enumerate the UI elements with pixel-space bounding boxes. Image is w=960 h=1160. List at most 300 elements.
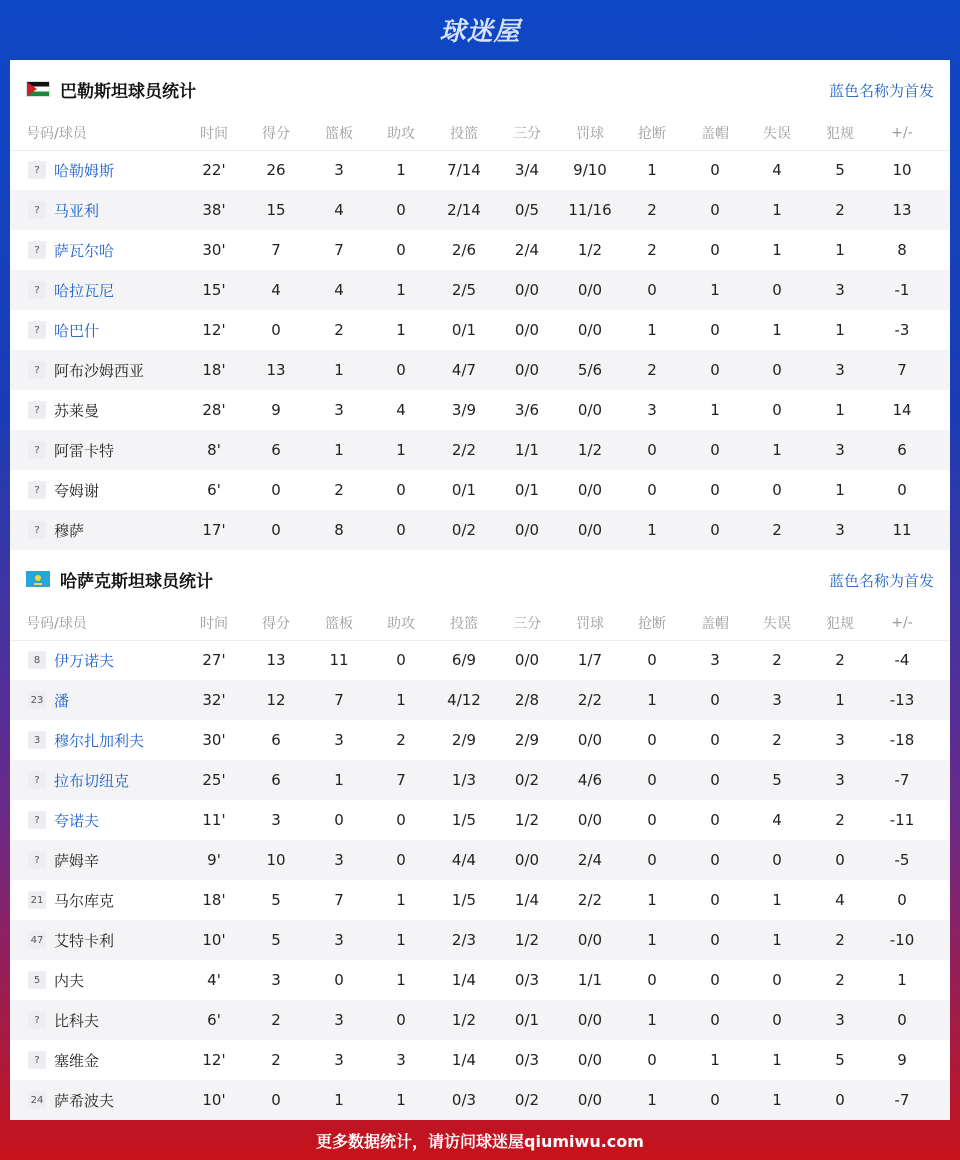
stat-plus-minus: -10: [889, 931, 915, 949]
stat-time: 9': [207, 851, 221, 869]
stat-assists: 1: [396, 931, 406, 949]
stat-points: 3: [271, 811, 281, 829]
stat-steals: 1: [647, 691, 657, 709]
stat-assists: 1: [396, 1091, 406, 1109]
stat-assists: 2: [396, 731, 406, 749]
table-row[interactable]: [10, 840, 950, 880]
player-name-link[interactable]: 哈巴什: [54, 321, 100, 340]
stat-points: 5: [271, 891, 281, 909]
stat-rebounds: 8: [334, 521, 344, 539]
jersey-number-badge: 47: [28, 931, 46, 949]
stat-blocks: 0: [710, 241, 720, 259]
column-header-player: 号码/球员: [26, 616, 87, 632]
stat-ft: 4/6: [577, 771, 603, 789]
team-title: [26, 78, 196, 100]
player-name-link[interactable]: 伊万诺夫: [54, 651, 115, 670]
stat-turnovers: 0: [772, 971, 782, 989]
stat-plus-minus: -5: [894, 851, 910, 869]
stat-three-pt: 0/0: [514, 651, 540, 669]
footer-banner[interactable]: 更多数据统计，请访问球迷屋qiumiwu.com: [316, 1131, 644, 1151]
player-cell: [28, 880, 114, 920]
stat-fouls: 3: [835, 441, 845, 459]
stat-fg: 1/2: [451, 1011, 477, 1029]
stat-time: 30': [202, 731, 226, 749]
stat-plus-minus: 14: [892, 401, 912, 419]
player-rows: [10, 150, 950, 550]
player-name-link[interactable]: 艾特卡利: [54, 931, 115, 950]
stat-fg: 4/7: [451, 361, 477, 379]
stat-turnovers: 0: [772, 361, 782, 379]
table-row[interactable]: [10, 430, 950, 470]
player-cell: [28, 800, 99, 840]
stat-assists: 0: [396, 851, 406, 869]
stat-fouls: 2: [835, 971, 845, 989]
stat-plus-minus: -18: [889, 731, 915, 749]
column-header-three-pt: 三分: [513, 616, 541, 632]
stat-fouls: 3: [835, 1011, 845, 1029]
stat-turnovers: 1: [772, 1051, 782, 1069]
stat-points: 2: [271, 1011, 281, 1029]
column-header-fg: 投篮: [450, 616, 478, 632]
stat-assists: 1: [396, 161, 406, 179]
player-cell: [28, 470, 99, 510]
stat-three-pt: 2/4: [514, 241, 540, 259]
stat-turnovers: 5: [772, 771, 782, 789]
stat-ft: 11/16: [568, 201, 612, 219]
stat-steals: 2: [647, 241, 657, 259]
stat-plus-minus: 0: [897, 891, 907, 909]
stat-three-pt: 0/1: [514, 1011, 540, 1029]
column-header-plus-minus: +/-: [891, 125, 913, 141]
jersey-number-badge: ?: [28, 811, 46, 829]
jersey-number-badge: ?: [28, 401, 46, 419]
stat-blocks: 1: [710, 401, 720, 419]
column-header-rebounds: 篮板: [325, 616, 353, 632]
table-row[interactable]: [10, 1080, 950, 1120]
stat-time: 17': [202, 521, 226, 539]
stat-steals: 1: [647, 161, 657, 179]
player-cell: [28, 270, 114, 310]
stat-three-pt: 0/5: [514, 201, 540, 219]
stat-assists: 4: [396, 401, 406, 419]
stat-assists: 0: [396, 521, 406, 539]
team-title-text: 巴勒斯坦球员统计: [60, 81, 196, 102]
column-header-blocks: 盖帽: [701, 616, 729, 632]
player-cell: [28, 1080, 114, 1120]
player-name-link[interactable]: 穆尔扎加利夫: [54, 731, 145, 750]
table-row[interactable]: [10, 270, 950, 310]
stat-steals: 0: [647, 731, 657, 749]
stat-points: 9: [271, 401, 281, 419]
stat-fouls: 2: [835, 201, 845, 219]
stat-points: 13: [266, 651, 286, 669]
stat-points: 15: [266, 201, 286, 219]
stat-assists: 1: [396, 691, 406, 709]
stat-points: 2: [271, 1051, 281, 1069]
player-cell: [28, 430, 114, 470]
table-row[interactable]: [10, 1040, 950, 1080]
player-name-link[interactable]: 夸诺夫: [54, 811, 100, 830]
player-name-link[interactable]: 萨瓦尔哈: [54, 241, 115, 260]
stat-steals: 1: [647, 891, 657, 909]
stat-fg: 1/4: [451, 971, 477, 989]
team-stats-panel-kazakhstan: [10, 550, 950, 1120]
table-row[interactable]: [10, 880, 950, 920]
stat-blocks: 0: [710, 811, 720, 829]
stat-three-pt: 0/0: [514, 521, 540, 539]
stat-three-pt: 0/2: [514, 1091, 540, 1109]
stat-blocks: 0: [710, 971, 720, 989]
stat-turnovers: 4: [772, 811, 782, 829]
column-header-assists: 助攻: [387, 616, 415, 632]
stat-ft: 2/2: [577, 891, 603, 909]
stat-fg: 0/3: [451, 1091, 477, 1109]
stat-points: 6: [271, 441, 281, 459]
stat-blocks: 1: [710, 281, 720, 299]
stat-three-pt: 1/2: [514, 811, 540, 829]
stat-time: 28': [202, 401, 226, 419]
player-cell: [28, 190, 99, 230]
player-cell: [28, 1000, 99, 1040]
stat-fouls: 5: [835, 161, 845, 179]
stat-fg: 4/12: [447, 691, 481, 709]
stat-assists: 1: [396, 971, 406, 989]
table-row[interactable]: [10, 310, 950, 350]
stat-points: 10: [266, 851, 286, 869]
team-stats-panel-palestine: [10, 60, 950, 550]
stat-fouls: 4: [835, 891, 845, 909]
stat-fg: 4/4: [451, 851, 477, 869]
stat-assists: 1: [396, 891, 406, 909]
player-name-link[interactable]: 夸姆谢: [54, 481, 100, 500]
stat-plus-minus: 6: [897, 441, 907, 459]
table-row[interactable]: [10, 230, 950, 270]
jersey-number-badge: 23: [28, 691, 46, 709]
stat-time: 25': [202, 771, 226, 789]
jersey-number-badge: ?: [28, 851, 46, 869]
stat-ft: 1/7: [577, 651, 603, 669]
stat-blocks: 0: [710, 321, 720, 339]
column-header-points: 得分: [262, 616, 290, 632]
jersey-number-badge: ?: [28, 201, 46, 219]
site-logo[interactable]: 球迷屋: [439, 16, 521, 47]
stat-time: 30': [202, 241, 226, 259]
stat-fouls: 1: [835, 241, 845, 259]
stat-assists: 1: [396, 321, 406, 339]
column-header-steals: 抢断: [638, 126, 666, 142]
stat-three-pt: 0/3: [514, 971, 540, 989]
player-name-link[interactable]: 萨姆辛: [54, 851, 100, 870]
column-header-assists: 助攻: [387, 126, 415, 142]
player-name-link[interactable]: 拉布切纽克: [54, 771, 130, 790]
stat-turnovers: 0: [772, 1011, 782, 1029]
stat-blocks: 0: [710, 161, 720, 179]
stat-plus-minus: 11: [892, 521, 912, 539]
stat-plus-minus: 9: [897, 1051, 907, 1069]
stat-plus-minus: -13: [889, 691, 915, 709]
stat-rebounds: 3: [334, 1011, 344, 1029]
column-header-time: 时间: [200, 616, 228, 632]
stat-turnovers: 4: [772, 161, 782, 179]
stat-ft: 0/0: [577, 731, 603, 749]
table-row[interactable]: [10, 390, 950, 430]
stat-steals: 1: [647, 1011, 657, 1029]
stat-blocks: 0: [710, 931, 720, 949]
column-header-blocks: 盖帽: [701, 126, 729, 142]
stat-rebounds: 3: [334, 931, 344, 949]
stat-fg: 6/9: [451, 651, 477, 669]
stat-rebounds: 7: [334, 691, 344, 709]
player-cell: [28, 230, 114, 270]
table-header: [10, 116, 950, 151]
stat-plus-minus: 0: [897, 481, 907, 499]
jersey-number-badge: ?: [28, 441, 46, 459]
stat-rebounds: 1: [334, 771, 344, 789]
stat-time: 22': [202, 161, 226, 179]
column-header-turnovers: 失误: [763, 616, 791, 632]
stat-fouls: 1: [835, 401, 845, 419]
team-title: [26, 568, 213, 590]
jersey-number-badge: 3: [28, 731, 46, 749]
stat-blocks: 0: [710, 481, 720, 499]
jersey-number-badge: ?: [28, 1011, 46, 1029]
stat-ft: 0/0: [577, 281, 603, 299]
column-header-time: 时间: [200, 126, 228, 142]
table-row[interactable]: [10, 1000, 950, 1040]
stat-points: 6: [271, 731, 281, 749]
stat-assists: 1: [396, 441, 406, 459]
player-name-link[interactable]: 哈勒姆斯: [54, 161, 115, 180]
stat-ft: 5/6: [577, 361, 603, 379]
stat-blocks: 0: [710, 201, 720, 219]
stat-assists: 0: [396, 241, 406, 259]
stat-steals: 0: [647, 971, 657, 989]
stat-rebounds: 3: [334, 401, 344, 419]
jersey-number-badge: ?: [28, 481, 46, 499]
stat-plus-minus: -7: [894, 771, 910, 789]
stat-steals: 1: [647, 321, 657, 339]
stat-fouls: 0: [835, 1091, 845, 1109]
stat-three-pt: 3/4: [514, 161, 540, 179]
stat-turnovers: 0: [772, 851, 782, 869]
player-cell: [28, 680, 69, 720]
stat-turnovers: 0: [772, 481, 782, 499]
stat-steals: 1: [647, 521, 657, 539]
stat-steals: 0: [647, 811, 657, 829]
kazakhstan-flag-icon: [26, 571, 50, 587]
stat-blocks: 0: [710, 731, 720, 749]
stat-time: 32': [202, 691, 226, 709]
player-name-link[interactable]: 马亚利: [54, 201, 100, 220]
stat-assists: 0: [396, 651, 406, 669]
stat-assists: 3: [396, 1051, 406, 1069]
jersey-number-badge: 24: [28, 1091, 46, 1109]
stat-three-pt: 0/1: [514, 481, 540, 499]
stat-assists: 7: [396, 771, 406, 789]
stat-turnovers: 1: [772, 441, 782, 459]
stat-rebounds: 1: [334, 441, 344, 459]
stat-ft: 0/0: [577, 321, 603, 339]
player-name-link[interactable]: 苏莱曼: [54, 401, 100, 420]
jersey-number-badge: ?: [28, 321, 46, 339]
stat-ft: 1/2: [577, 441, 603, 459]
column-header-player: 号码/球员: [26, 126, 87, 142]
player-name-link[interactable]: 哈拉瓦尼: [54, 281, 115, 300]
stat-turnovers: 1: [772, 891, 782, 909]
jersey-number-badge: 8: [28, 651, 46, 669]
jersey-number-badge: ?: [28, 1051, 46, 1069]
table-row[interactable]: [10, 920, 950, 960]
player-cell: [28, 920, 114, 960]
stat-assists: 1: [396, 281, 406, 299]
stat-turnovers: 2: [772, 731, 782, 749]
stat-plus-minus: 13: [892, 201, 912, 219]
table-row[interactable]: [10, 680, 950, 720]
stat-fg: 2/9: [451, 731, 477, 749]
stat-assists: 0: [396, 361, 406, 379]
jersey-number-badge: ?: [28, 361, 46, 379]
stat-turnovers: 1: [772, 321, 782, 339]
stat-fouls: 3: [835, 771, 845, 789]
stat-three-pt: 3/6: [514, 401, 540, 419]
stat-rebounds: 1: [334, 1091, 344, 1109]
stat-points: 5: [271, 931, 281, 949]
stat-assists: 0: [396, 481, 406, 499]
stat-time: 12': [202, 1051, 226, 1069]
player-name-link[interactable]: 阿雷卡特: [54, 441, 115, 460]
stat-plus-minus: -3: [894, 321, 910, 339]
stat-plus-minus: -7: [894, 1091, 910, 1109]
stat-turnovers: 2: [772, 521, 782, 539]
stat-points: 4: [271, 281, 281, 299]
stat-steals: 2: [647, 201, 657, 219]
table-row[interactable]: [10, 470, 950, 510]
stat-time: 4': [207, 971, 221, 989]
table-row[interactable]: [10, 510, 950, 550]
stat-rebounds: 3: [334, 731, 344, 749]
stat-time: 38': [202, 201, 226, 219]
player-cell: [28, 840, 99, 880]
stat-points: 0: [271, 1091, 281, 1109]
stat-fg: 2/3: [451, 931, 477, 949]
stat-points: 6: [271, 771, 281, 789]
stat-assists: 0: [396, 1011, 406, 1029]
stat-ft: 0/0: [577, 1091, 603, 1109]
player-cell: [28, 310, 99, 350]
stat-blocks: 0: [710, 771, 720, 789]
table-row[interactable]: [10, 150, 950, 190]
stat-three-pt: 0/0: [514, 281, 540, 299]
stat-ft: 2/4: [577, 851, 603, 869]
stat-ft: 1/1: [577, 971, 603, 989]
stat-rebounds: 0: [334, 811, 344, 829]
column-header-rebounds: 篮板: [325, 126, 353, 142]
stat-ft: 1/2: [577, 241, 603, 259]
table-row[interactable]: [10, 190, 950, 230]
stat-blocks: 0: [710, 441, 720, 459]
stat-fg: 1/3: [451, 771, 477, 789]
player-name-link[interactable]: 潘: [54, 691, 70, 710]
stat-time: 10': [202, 931, 226, 949]
stat-three-pt: 0/0: [514, 361, 540, 379]
stat-three-pt: 0/2: [514, 771, 540, 789]
stat-fg: 0/2: [451, 521, 477, 539]
stat-plus-minus: -4: [894, 651, 910, 669]
stat-turnovers: 1: [772, 201, 782, 219]
stat-fouls: 3: [835, 361, 845, 379]
stat-time: 6': [207, 481, 221, 499]
stat-fouls: 2: [835, 931, 845, 949]
stat-blocks: 0: [710, 1011, 720, 1029]
player-name-link[interactable]: 塞维金: [54, 1051, 100, 1070]
stat-blocks: 0: [710, 891, 720, 909]
column-header-points: 得分: [262, 126, 290, 142]
stat-rebounds: 11: [329, 651, 349, 669]
stat-three-pt: 1/1: [514, 441, 540, 459]
stat-points: 0: [271, 521, 281, 539]
player-cell: [28, 150, 114, 190]
stat-rebounds: 4: [334, 281, 344, 299]
stat-fg: 2/2: [451, 441, 477, 459]
stat-fg: 0/1: [451, 481, 477, 499]
stat-fg: 1/5: [451, 811, 477, 829]
player-cell: [28, 510, 84, 550]
stat-rebounds: 7: [334, 241, 344, 259]
player-cell: [28, 760, 129, 800]
stat-ft: 2/2: [577, 691, 603, 709]
palestine-flag-icon: [26, 81, 50, 97]
table-row[interactable]: [10, 960, 950, 1000]
stat-fouls: 1: [835, 691, 845, 709]
stat-plus-minus: 0: [897, 1011, 907, 1029]
table-row[interactable]: [10, 720, 950, 760]
jersey-number-badge: ?: [28, 771, 46, 789]
stat-assists: 0: [396, 201, 406, 219]
stat-turnovers: 2: [772, 651, 782, 669]
stat-steals: 0: [647, 651, 657, 669]
stat-fouls: 5: [835, 1051, 845, 1069]
stat-time: 15': [202, 281, 226, 299]
table-row[interactable]: [10, 760, 950, 800]
stat-rebounds: 3: [334, 1051, 344, 1069]
stat-plus-minus: -1: [894, 281, 910, 299]
stat-time: 27': [202, 651, 226, 669]
table-row[interactable]: [10, 800, 950, 840]
table-row[interactable]: [10, 640, 950, 680]
player-name-link[interactable]: 内夫: [54, 971, 85, 990]
player-name-link[interactable]: 阿布沙姆西亚: [54, 361, 145, 380]
column-header-fouls: 犯规: [826, 126, 854, 142]
player-name-link[interactable]: 马尔库克: [54, 891, 115, 910]
stat-rebounds: 7: [334, 891, 344, 909]
stat-fg: 7/14: [447, 161, 481, 179]
column-header-plus-minus: +/-: [891, 615, 913, 631]
stat-ft: 0/0: [577, 1051, 603, 1069]
stat-ft: 0/0: [577, 401, 603, 419]
table-row[interactable]: [10, 350, 950, 390]
stat-time: 11': [202, 811, 226, 829]
stat-steals: 0: [647, 281, 657, 299]
stat-fg: 1/4: [451, 1051, 477, 1069]
stat-time: 18': [202, 891, 226, 909]
player-name-link[interactable]: 穆萨: [54, 521, 85, 540]
stat-ft: 0/0: [577, 1011, 603, 1029]
table-header: [10, 606, 950, 641]
jersey-number-badge: ?: [28, 521, 46, 539]
player-name-link[interactable]: 萨希波夫: [54, 1091, 115, 1110]
stat-rebounds: 0: [334, 971, 344, 989]
player-name-link[interactable]: 比科夫: [54, 1011, 100, 1030]
